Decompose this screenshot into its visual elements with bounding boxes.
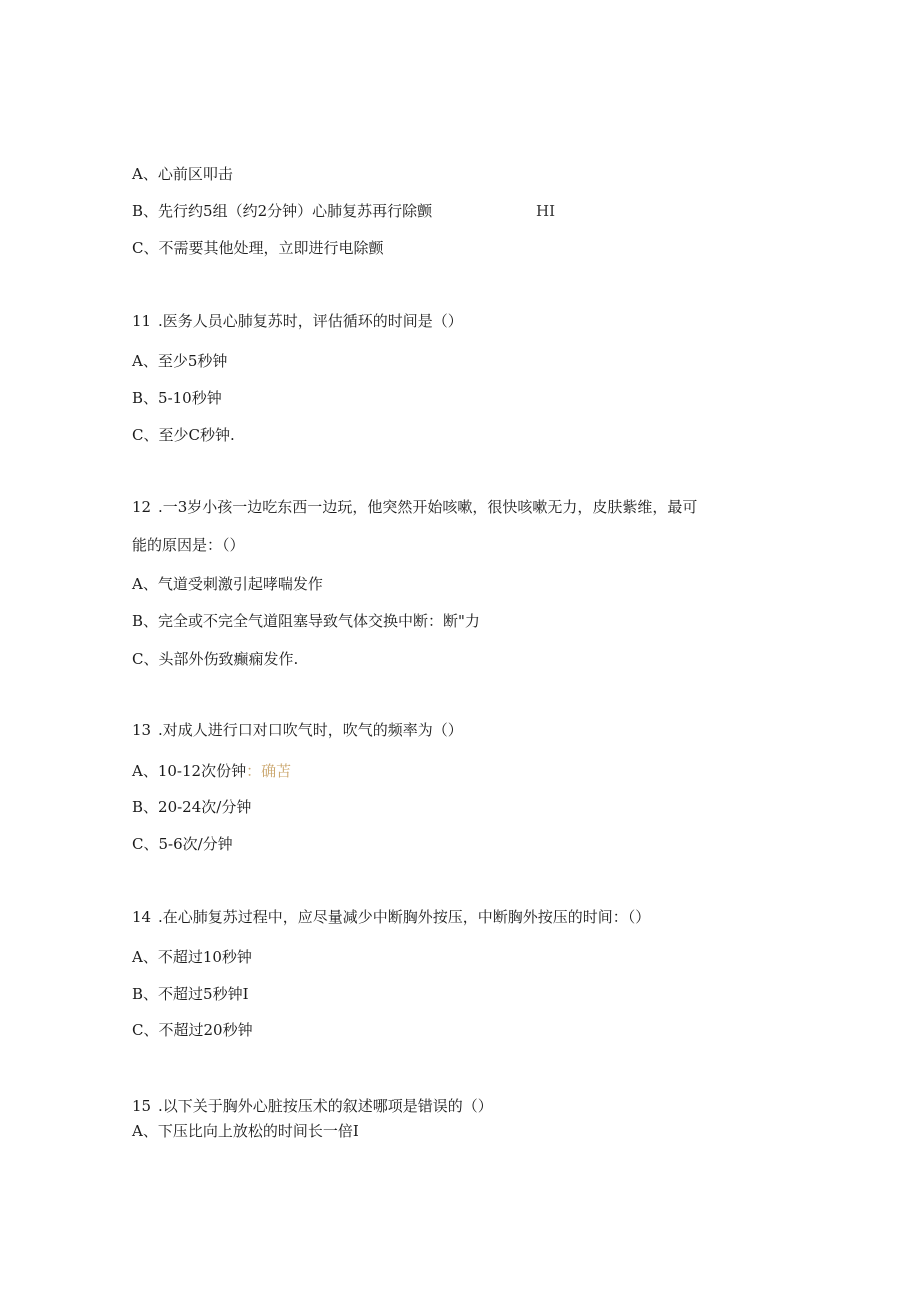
q10-option-a: A、心前区叩击 [132,165,233,183]
q14-text: .在心肺复苏过程中，应尽量减少中断胸外按压，中断胸外按压的时间：（） [158,908,651,926]
margin-note: HI [536,202,556,220]
q12-option-c: C、头部外伤致癫痫发作. [132,650,299,668]
q13-text: .对成人进行口对口吹气时，吹气的频率为（） [158,721,463,739]
q11-option-b: B、5-10秒钟 [132,389,222,407]
q11-option-c: C、至少C秒钟. [132,426,235,444]
q13-option-a [132,761,291,781]
q14-option-c: C、不超过20秒钟 [132,1021,253,1039]
q11-number: 11 [132,312,152,330]
q10-option-b: B、先行约5组（约2分钟）心肺复苏再行除颤 [132,202,433,220]
q14-number: 14 [132,908,152,926]
q14-option-b: B、不超过5秒钟I [132,985,249,1003]
q15-option-a: A、下压比向上放松的时间长一倍I [132,1122,359,1140]
q13-option-c: C、5-6次/分钟 [132,835,233,853]
q13-option-b: B、20-24次/分钟 [132,798,252,816]
q11-option-a: A、至少5秒钟 [132,352,228,370]
q11-question [132,311,463,331]
q10-option-c: C、不需要其他处理，立即进行电除颤 [132,239,384,257]
q15-number: 15 [132,1097,152,1115]
q12-option-a: A、气道受刺激引起哮喘发作 [132,575,323,593]
q12-number: 12 [132,498,152,516]
q13-option-a-text: A、10-12次份钟 [132,762,247,780]
q12-option-b: B、完全或不完全气道阻塞导致气体交换中断：断"力 [132,612,480,630]
q13-number: 13 [132,721,152,739]
q12-text-line2: 能的原因是：（） [132,536,245,554]
q14-question [132,907,650,927]
q12-text-line1: .一3岁小孩一边吃东西一边玩，他突然开始咳嗽，很快咳嗽无力，皮肤紫维，最可 [158,498,698,516]
q13-question [132,720,463,740]
q15-question [132,1096,493,1116]
q11-text: .医务人员心肺复苏时，评估循环的时间是（） [158,312,463,330]
q15-text: .以下关于胸外心脏按压术的叙述哪项是错误的（） [158,1097,493,1115]
q13-option-a-annotation: ：确苫 [246,762,292,780]
q12-question [132,497,697,517]
q14-option-a: A、不超过10秒钟 [132,948,252,966]
